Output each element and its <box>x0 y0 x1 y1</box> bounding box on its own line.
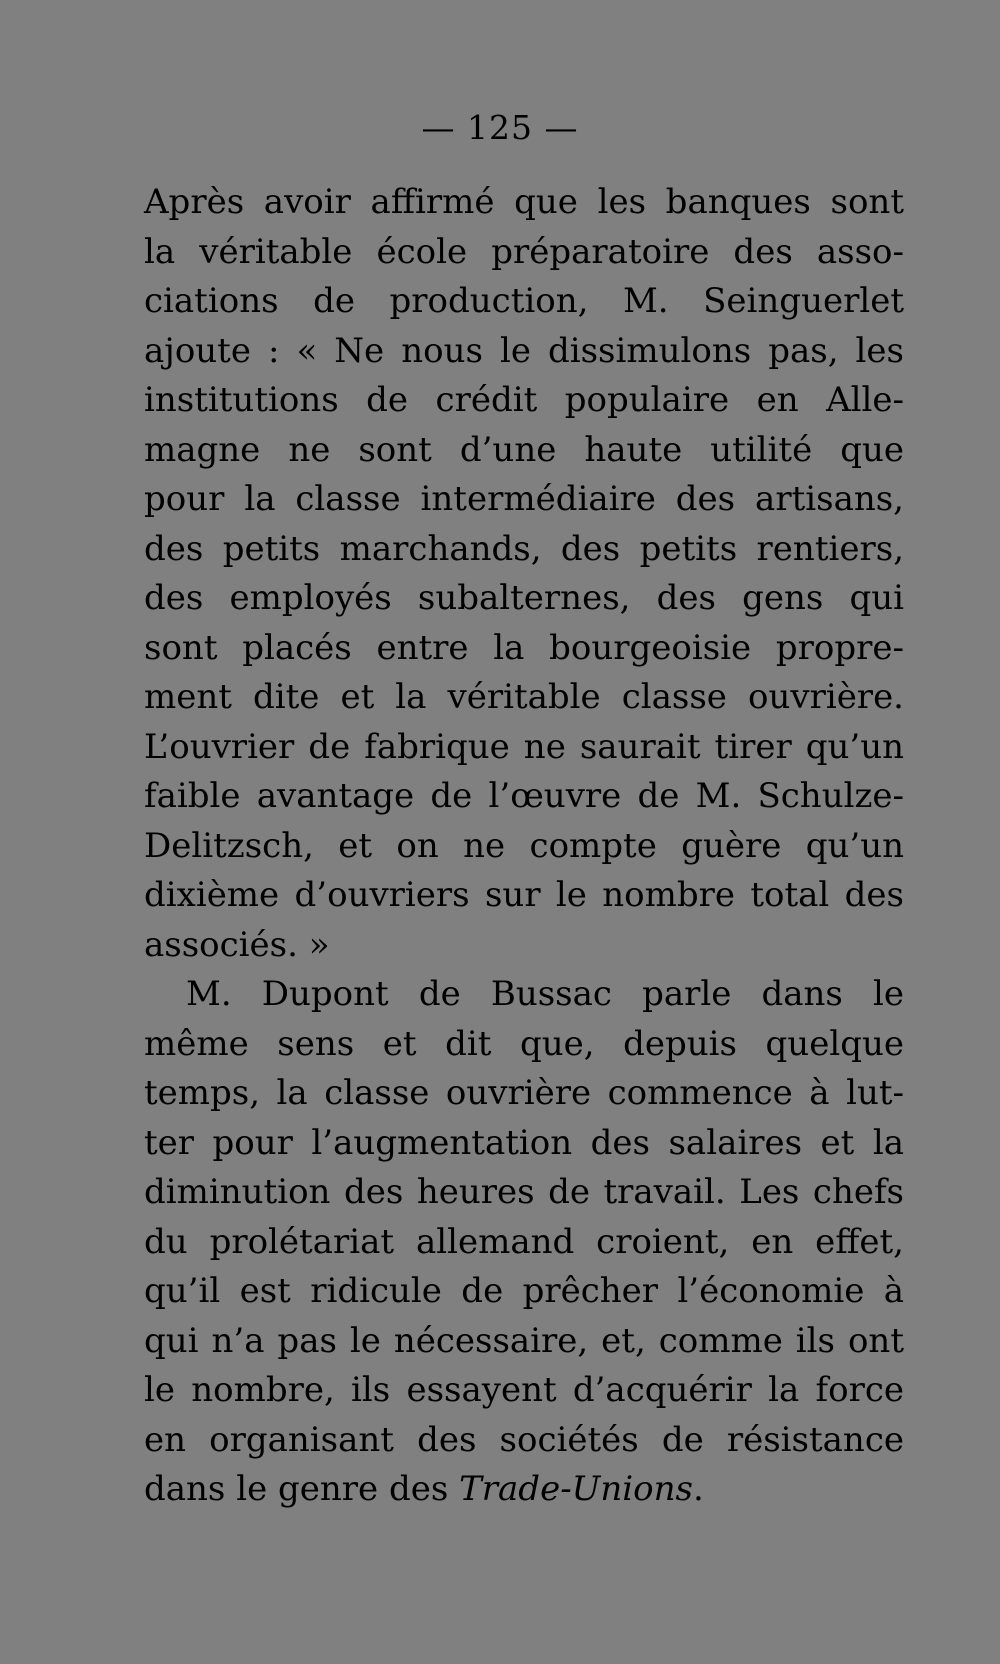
text-line: L’ouvrier de fabrique ne saurait tirer qu’un <box>144 726 904 767</box>
text-line: ment dite et la véritable classe ouvrière. <box>144 677 904 717</box>
paragraph-2 <box>144 970 904 1515</box>
final-text-line <box>144 1465 904 1515</box>
text-line: même sens et dit que, depuis quelque <box>144 1023 904 1064</box>
text-line: associés. » <box>144 924 330 965</box>
text-line: Après avoir affirmé que les banques sont <box>144 182 904 222</box>
text-line: en organisant des sociétés de résistance <box>144 1419 904 1460</box>
text-line: des petits marchands, des petits rentiers, <box>144 528 904 569</box>
body-text <box>144 178 904 1515</box>
text-line: temps, la classe ouvrière commence à lut- <box>144 1073 904 1113</box>
text-line: pour la classe intermédiaire des artisans, <box>144 479 904 519</box>
text-line: la véritable école préparatoire des asso- <box>144 231 904 272</box>
text-line: qui n’a pas le nécessaire, et, comme ils ont <box>144 1320 904 1361</box>
text-line: des employés subalternes, des gens qui <box>144 578 904 618</box>
text-line: ajoute : « Ne nous le dissimulons pas, les <box>144 330 904 371</box>
text-line: le nombre, ils essayent d’acquérir la force <box>144 1370 904 1410</box>
text-line: magne ne sont d’une haute utilité que <box>144 429 904 470</box>
text-line: ciations de production, M. Seinguerlet <box>144 281 904 321</box>
text-line: du prolétariat allemand croient, en effet, <box>144 1221 904 1262</box>
text-line: diminution des heures de travail. Les chefs <box>144 1172 904 1212</box>
text-line: institutions de crédit populaire en Alle- <box>144 380 904 420</box>
text-line: faible avantage de l’œuvre de M. Schulze- <box>144 776 904 816</box>
text-line: M. Dupont de Bussac parle dans le <box>186 974 904 1014</box>
text-line: sont placés entre la bourgeoisie propre- <box>144 627 904 668</box>
page-number: — 125 — <box>421 108 579 147</box>
text-line: qu’il est ridicule de prêcher l’économie à <box>144 1271 904 1311</box>
final-line-suffix: . <box>692 1469 704 1509</box>
paragraph-1 <box>144 178 904 970</box>
text-line: dixième d’ouvriers sur le nombre total des <box>144 875 904 915</box>
text-line: ter pour l’augmentation des salaires et la <box>144 1122 904 1163</box>
trade-unions-italic: Trade-Unions <box>459 1469 693 1509</box>
final-line-prefix: dans le genre des <box>144 1469 460 1509</box>
text-line: Delitzsch, et on ne compte guère qu’un <box>144 825 904 866</box>
